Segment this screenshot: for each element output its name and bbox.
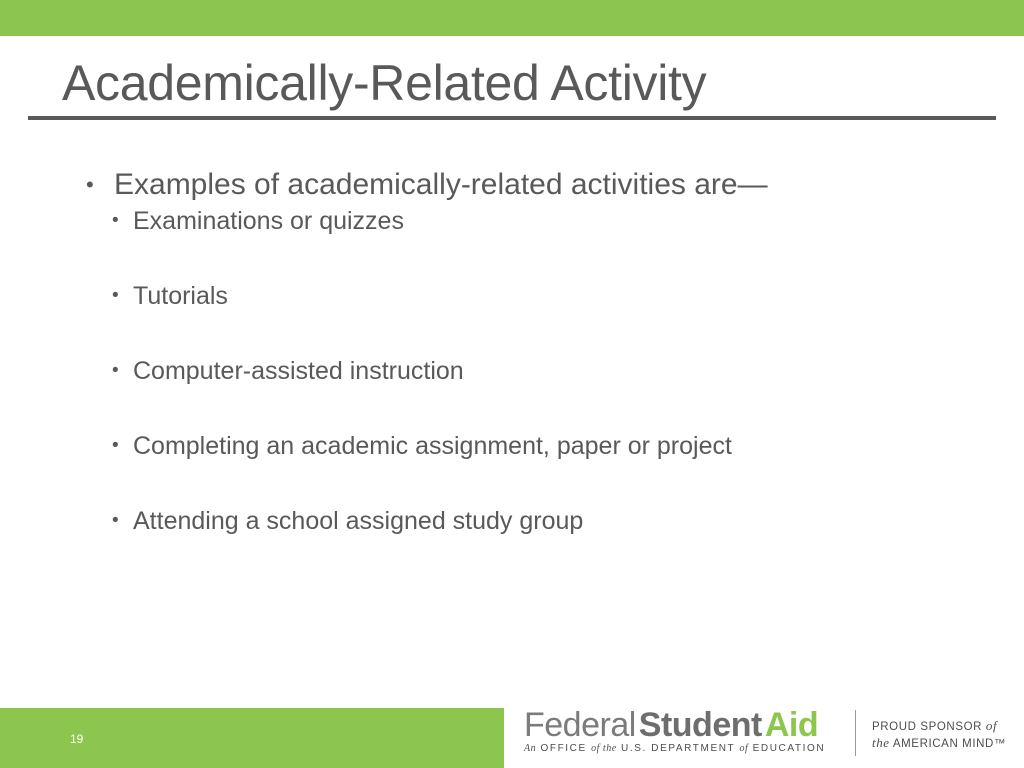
footer-divider [855, 710, 856, 756]
title-underline [28, 116, 996, 120]
logo-tagline [524, 743, 825, 754]
tagline-part: of the [591, 743, 617, 754]
logo-aid-text: Aid [764, 706, 819, 744]
sponsor-line-2 [872, 735, 1006, 752]
sub-bullet-text: Tutorials [133, 282, 228, 310]
sub-bullet-item [86, 356, 986, 386]
tagline-part: U.S. DEPARTMENT [621, 743, 736, 754]
sub-bullet-marker: • [112, 210, 119, 231]
sub-bullet-marker: • [112, 510, 119, 531]
tagline-part: EDUCATION [752, 743, 826, 754]
sub-bullet-item [86, 431, 986, 461]
sub-bullet-item [86, 206, 986, 236]
sub-bullet-text: Computer-assisted instruction [133, 357, 464, 385]
top-accent-bar [0, 0, 1024, 36]
sponsor-the: the [872, 735, 890, 750]
logo-federal-text: Federal [524, 706, 636, 744]
bullet-text: Examples of academically-related activities are— [114, 168, 768, 201]
sub-bullet-marker: • [112, 435, 119, 456]
sub-bullet-text: Examinations or quizzes [133, 207, 404, 235]
sub-bullet-marker: • [112, 285, 119, 306]
slide-title: Academically-Related Activity [62, 55, 707, 111]
sub-bullet-marker: • [112, 360, 119, 381]
sub-bullet-item [86, 506, 986, 536]
sub-bullet-text: Completing an academic assignment, paper or project [133, 432, 732, 460]
sponsor-line-1 [872, 718, 1006, 735]
sponsor-of: of [985, 718, 998, 733]
sponsor-american-mind: AMERICAN MIND™ [892, 738, 1007, 750]
logo-wordmark [524, 706, 818, 744]
logo-student-text: Student [638, 706, 762, 744]
page-number: 19 [70, 732, 84, 746]
slide-body [86, 166, 986, 536]
bullet-marker: • [86, 172, 94, 197]
sponsor-text [872, 718, 1006, 752]
sub-bullet-item [86, 281, 986, 311]
federal-student-aid-logo [524, 706, 844, 762]
tagline-part: of [739, 743, 749, 754]
sub-bullet-text: Attending a school assigned study group [133, 507, 584, 535]
tagline-part: OFFICE [540, 743, 587, 754]
sponsor-label: PROUD SPONSOR [872, 721, 983, 733]
tagline-part: An [524, 743, 537, 754]
bullet-item [86, 166, 986, 204]
